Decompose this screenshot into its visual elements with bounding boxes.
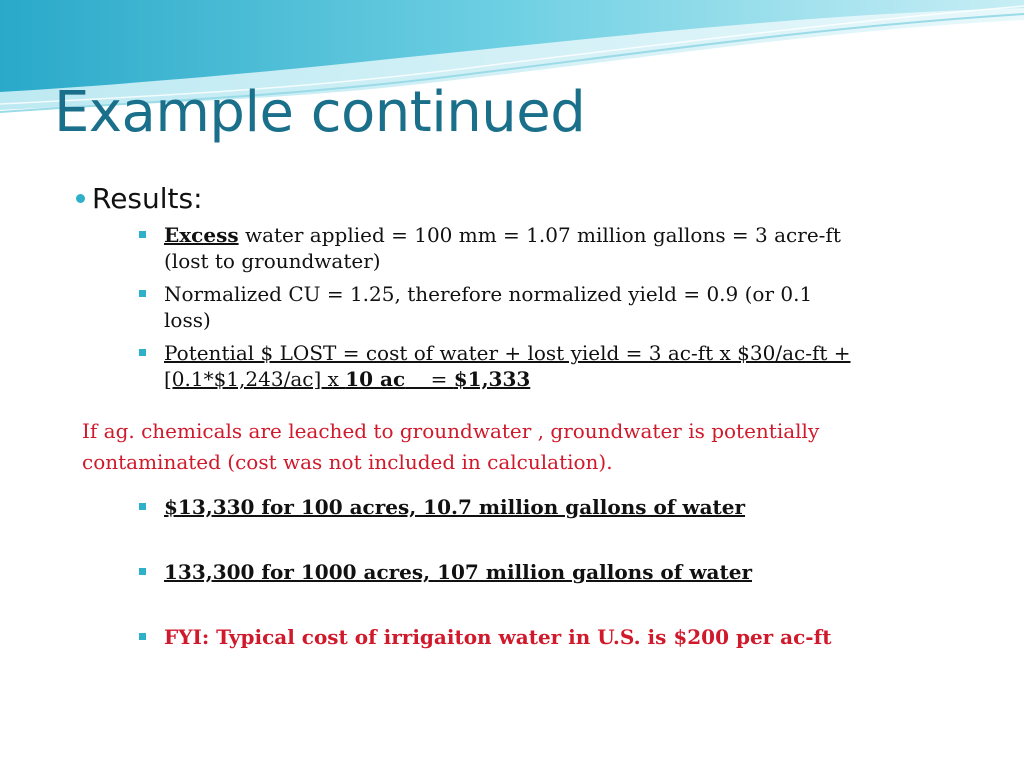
bullet-square-icon	[139, 568, 146, 575]
results-heading	[78, 182, 203, 215]
bullet-normalized-cu	[136, 281, 856, 333]
summary-1000-acres	[136, 559, 856, 585]
bullet-square-icon	[139, 349, 146, 356]
summary-100-acres-text: $13,330 for 100 acres, 10.7 million gallons of water	[164, 495, 746, 519]
bullet-excess-water	[136, 222, 856, 274]
slide-title: Example continued	[54, 80, 586, 145]
excess-label: Excess	[164, 223, 239, 247]
potential-lost-equals: =	[405, 367, 454, 391]
excess-text: water applied = 100 mm = 1.07 million gallons = 3 acre-ft (lost to groundwater)	[164, 223, 841, 273]
potential-lost-acres: 10 ac	[345, 367, 406, 391]
summary-100-acres	[136, 494, 856, 520]
summary-fyi	[136, 624, 856, 650]
normalized-cu-text: Normalized CU = 1.25, therefore normalized yield = 0.9 (or 0.1 loss)	[164, 282, 813, 332]
bullet-square-icon	[139, 633, 146, 640]
bullet-potential-lost	[136, 340, 856, 392]
bullet-square-icon	[139, 503, 146, 510]
potential-lost-text: Potential $ LOST = cost of water + lost yield = 3 ac-ft x $30/ac-ft + [0.1*$1,243/ac] x	[164, 341, 851, 391]
bullet-square-icon	[139, 290, 146, 297]
summary-1000-acres-text: 133,300 for 1000 acres, 107 million gallons of water	[164, 560, 753, 584]
bullet-square-icon	[139, 231, 146, 238]
bullet-dot-icon	[76, 194, 85, 203]
potential-lost-total: $1,333	[453, 367, 531, 391]
chemicals-note: If ag. chemicals are leached to groundwater , groundwater is potentially contaminated (cost was not included in calculation).	[82, 419, 820, 474]
summary-fyi-text: FYI: Typical cost of irrigaiton water in U.S. is $200 per ac-ft	[164, 625, 832, 649]
results-label: Results:	[92, 182, 203, 215]
